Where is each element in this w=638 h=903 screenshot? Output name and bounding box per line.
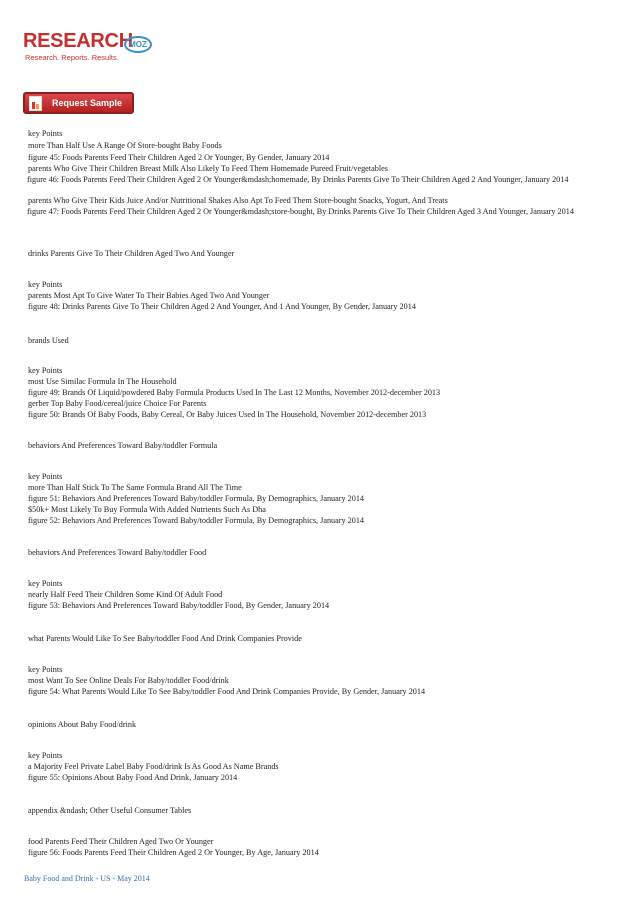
toc-line: a Majority Feel Private Label Baby Food/drink Is As Good As Name Brands xyxy=(28,762,279,771)
toc-line: $50k+ Most Likely To Buy Formula With Added Nutrients Such As Dha xyxy=(28,505,266,514)
toc-line: nearly Half Feed Their Children Some Kind Of Adult Food xyxy=(28,590,223,599)
toc-line: parents Who Give Their Children Breast Milk Also Likely To Feed Them Homemade Pureed Fruit/vegetables xyxy=(28,164,388,173)
toc-line: figure 50: Brands Of Baby Foods, Baby Cereal, Or Baby Juices Used In The Household, November 2012-december 2013 xyxy=(28,410,427,419)
section-heading: appendix &ndash; Other Useful Consumer Tables xyxy=(28,806,192,815)
section-heading: drinks Parents Give To Their Children Aged Two And Younger xyxy=(28,249,235,258)
toc-line: parents Who Give Their Kids Juice And/or Nutritional Shakes Also Apt To Feed Them Store-bought Snacks, Yogurt, And Treats xyxy=(28,196,448,205)
toc-line: key Points xyxy=(28,472,63,481)
toc-line: more Than Half Use A Range Of Store-bought Baby Foods xyxy=(28,141,222,150)
report-chart-icon xyxy=(29,96,42,111)
section-heading: behaviors And Preferences Toward Baby/toddler Formula xyxy=(28,441,218,450)
toc-line: key Points xyxy=(28,579,63,588)
section-heading: behaviors And Preferences Toward Baby/toddler Food xyxy=(28,548,207,557)
researchmoz-logo xyxy=(23,30,147,62)
toc-line: key Points xyxy=(28,129,63,138)
toc-line: figure 55: Opinions About Baby Food And Drink, January 2014 xyxy=(28,773,238,782)
toc-line: figure 47: Foods Parents Feed Their Children Aged 2 Or Younger&mdash;store-bought, By Drinks Parents Give To Their Children Aged 3 And Younger, January 2014 xyxy=(27,207,574,216)
toc-line: most Use Similac Formula In The Household xyxy=(28,377,177,386)
logo-wordmark: RESEARCH xyxy=(23,30,133,52)
toc-line: most Want To See Online Deals For Baby/toddler Food/drink xyxy=(28,676,229,685)
request-sample-label: Request Sample xyxy=(52,98,123,108)
toc-line: key Points xyxy=(28,665,63,674)
toc-line: more Than Half Stick To The Same Formula Brand All The Time xyxy=(28,483,242,492)
toc-line: figure 48: Drinks Parents Give To Their Children Aged 2 And Younger, And 1 And Younger, By Gender, January 2014 xyxy=(28,302,416,311)
section-heading: opinions About Baby Food/drink xyxy=(28,720,137,729)
logo-moz-badge: MOZ xyxy=(124,36,152,53)
toc-line: figure 45: Foods Parents Feed Their Children Aged 2 Or Younger, By Gender, January 2014 xyxy=(28,153,330,162)
toc-line: gerber Top Baby Food/cereal/juice Choice For Parents xyxy=(28,399,207,408)
request-sample-button[interactable] xyxy=(23,92,134,114)
toc-line: key Points xyxy=(28,366,63,375)
footer-report-link[interactable]: Baby Food and Drink - US - May 2014 xyxy=(24,874,150,883)
toc-line: key Points xyxy=(28,751,63,760)
toc-line: figure 54: What Parents Would Like To See Baby/toddler Food And Drink Companies Provide, By Gender, January 2014 xyxy=(28,687,426,696)
section-heading: brands Used xyxy=(28,336,69,345)
toc-line: figure 53: Behaviors And Preferences Toward Baby/toddler Food, By Gender, January 2014 xyxy=(28,601,330,610)
toc-line: parents Most Apt To Give Water To Their Babies Aged Two And Younger xyxy=(28,291,270,300)
toc-line: figure 52: Behaviors And Preferences Toward Baby/toddler Formula, By Demographics, January 2014 xyxy=(28,516,365,525)
toc-line: figure 51: Behaviors And Preferences Toward Baby/toddler Formula, By Demographics, January 2014 xyxy=(28,494,365,503)
toc-line: figure 49: Brands Of Liquid/powdered Baby Formula Products Used In The Last 12 Months, November 2012-december 2013 xyxy=(28,388,441,397)
toc-line: key Points xyxy=(28,280,63,289)
toc-line: food Parents Feed Their Children Aged Two Or Younger xyxy=(28,837,214,846)
section-heading: what Parents Would Like To See Baby/toddler Food And Drink Companies Provide xyxy=(28,634,302,643)
logo-tagline: Research. Reports. Results. xyxy=(25,53,119,62)
toc-line: figure 56: Foods Parents Feed Their Children Aged 2 Or Younger, By Age, January 2014 xyxy=(28,848,319,857)
toc-line: figure 46: Foods Parents Feed Their Children Aged 2 Or Younger&mdash;homemade, By Drinks Parents Give To Their Children Aged 2 And Younger, January 2014 xyxy=(27,175,569,184)
